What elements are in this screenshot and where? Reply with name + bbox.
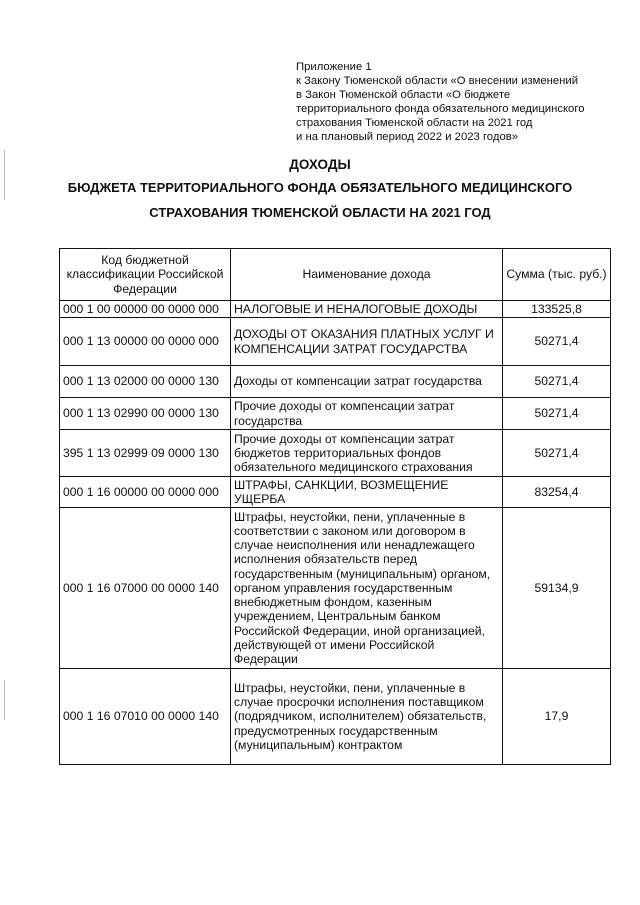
appendix-line: страхования Тюменской области на 2021 год bbox=[296, 117, 533, 130]
appendix-line: в Закон Тюменской области «О бюджете bbox=[296, 89, 511, 102]
row-name: Штрафы, неустойки, пени, уплаченные в случае просрочки исполнения поставщиком (подрядчиком, исполнителем) обязательств, предусмотренных государственным (муниципальным) контрактом bbox=[231, 669, 503, 765]
row-sum: 50271,4 bbox=[503, 366, 611, 398]
header-sum: Сумма (тыс. руб.) bbox=[503, 249, 611, 301]
row-sum: 50271,4 bbox=[503, 398, 611, 430]
row-code: 000 1 13 02000 00 0000 130 bbox=[60, 366, 231, 398]
row-name: Доходы от компенсации затрат государства bbox=[231, 366, 503, 398]
table-row bbox=[60, 318, 611, 366]
document-subtitle-line1: БЮДЖЕТА ТЕРРИТОРИАЛЬНОГО ФОНДА ОБЯЗАТЕЛЬНОГО МЕДИЦИНСКОГО bbox=[67, 180, 573, 195]
table-row bbox=[60, 477, 611, 508]
appendix-line: и на плановый период 2022 и 2023 годов» bbox=[296, 131, 519, 144]
row-code: 000 1 16 00000 00 0000 000 bbox=[60, 477, 231, 508]
table-row bbox=[60, 301, 611, 318]
row-sum: 50271,4 bbox=[503, 318, 611, 366]
row-code: 000 1 16 07000 00 0000 140 bbox=[60, 508, 231, 669]
row-code: 395 1 13 02999 09 0000 130 bbox=[60, 430, 231, 477]
row-sum: 17,9 bbox=[503, 669, 611, 765]
row-sum: 133525,8 bbox=[503, 301, 611, 318]
table-row bbox=[60, 398, 611, 430]
header-name: Наименование дохода bbox=[231, 249, 503, 301]
row-name: ДОХОДЫ ОТ ОКАЗАНИЯ ПЛАТНЫХ УСЛУГ И КОМПЕНСАЦИИ ЗАТРАТ ГОСУДАРСТВА bbox=[231, 318, 503, 366]
row-name: Прочие доходы от компенсации затрат государства bbox=[231, 398, 503, 430]
appendix-line: к Закону Тюменской области «О внесении изменений bbox=[296, 75, 579, 88]
income-table bbox=[59, 248, 611, 765]
scan-margin-mark bbox=[4, 680, 5, 720]
row-code: 000 1 00 00000 00 0000 000 bbox=[60, 301, 231, 318]
table-header-row bbox=[60, 249, 611, 301]
table-row bbox=[60, 366, 611, 398]
table-row bbox=[60, 669, 611, 765]
table-row bbox=[60, 430, 611, 477]
row-code: 000 1 13 02990 00 0000 130 bbox=[60, 398, 231, 430]
appendix-line: территориального фонда обязательного медицинского bbox=[296, 103, 585, 116]
appendix-header bbox=[296, 60, 616, 145]
header-code: Код бюджетной классификации Российской Федерации bbox=[60, 249, 231, 301]
appendix-line: Приложение 1 bbox=[296, 61, 372, 73]
scan-margin-mark bbox=[4, 150, 5, 200]
row-code: 000 1 16 07010 00 0000 140 bbox=[60, 669, 231, 765]
row-sum: 59134,9 bbox=[503, 508, 611, 669]
row-name: Штрафы, неустойки, пени, уплаченные в соответствии с законом или договором в случае неисполнения или ненадлежащего исполнения обязательств перед государственным (муниципальным) органом, органом управления государственным внебюджетным фондом, казенным учреждением, Центральным банком Российской Федерации, иной организацией, действующей от имени Российской Федерации bbox=[231, 508, 503, 669]
document-subtitle-line2: СТРАХОВАНИЯ ТЮМЕНСКОЙ ОБЛАСТИ НА 2021 ГОД bbox=[149, 205, 491, 220]
row-name: ШТРАФЫ, САНКЦИИ, ВОЗМЕЩЕНИЕ УЩЕРБА bbox=[231, 477, 503, 508]
document-title: ДОХОДЫ bbox=[289, 157, 351, 172]
row-sum: 83254,4 bbox=[503, 477, 611, 508]
row-sum: 50271,4 bbox=[503, 430, 611, 477]
table-row bbox=[60, 508, 611, 669]
row-name: Прочие доходы от компенсации затрат бюджетов территориальных фондов обязательного медицинского страхования bbox=[231, 430, 503, 477]
row-name: НАЛОГОВЫЕ И НЕНАЛОГОВЫЕ ДОХОДЫ bbox=[231, 301, 503, 318]
row-code: 000 1 13 00000 00 0000 000 bbox=[60, 318, 231, 366]
